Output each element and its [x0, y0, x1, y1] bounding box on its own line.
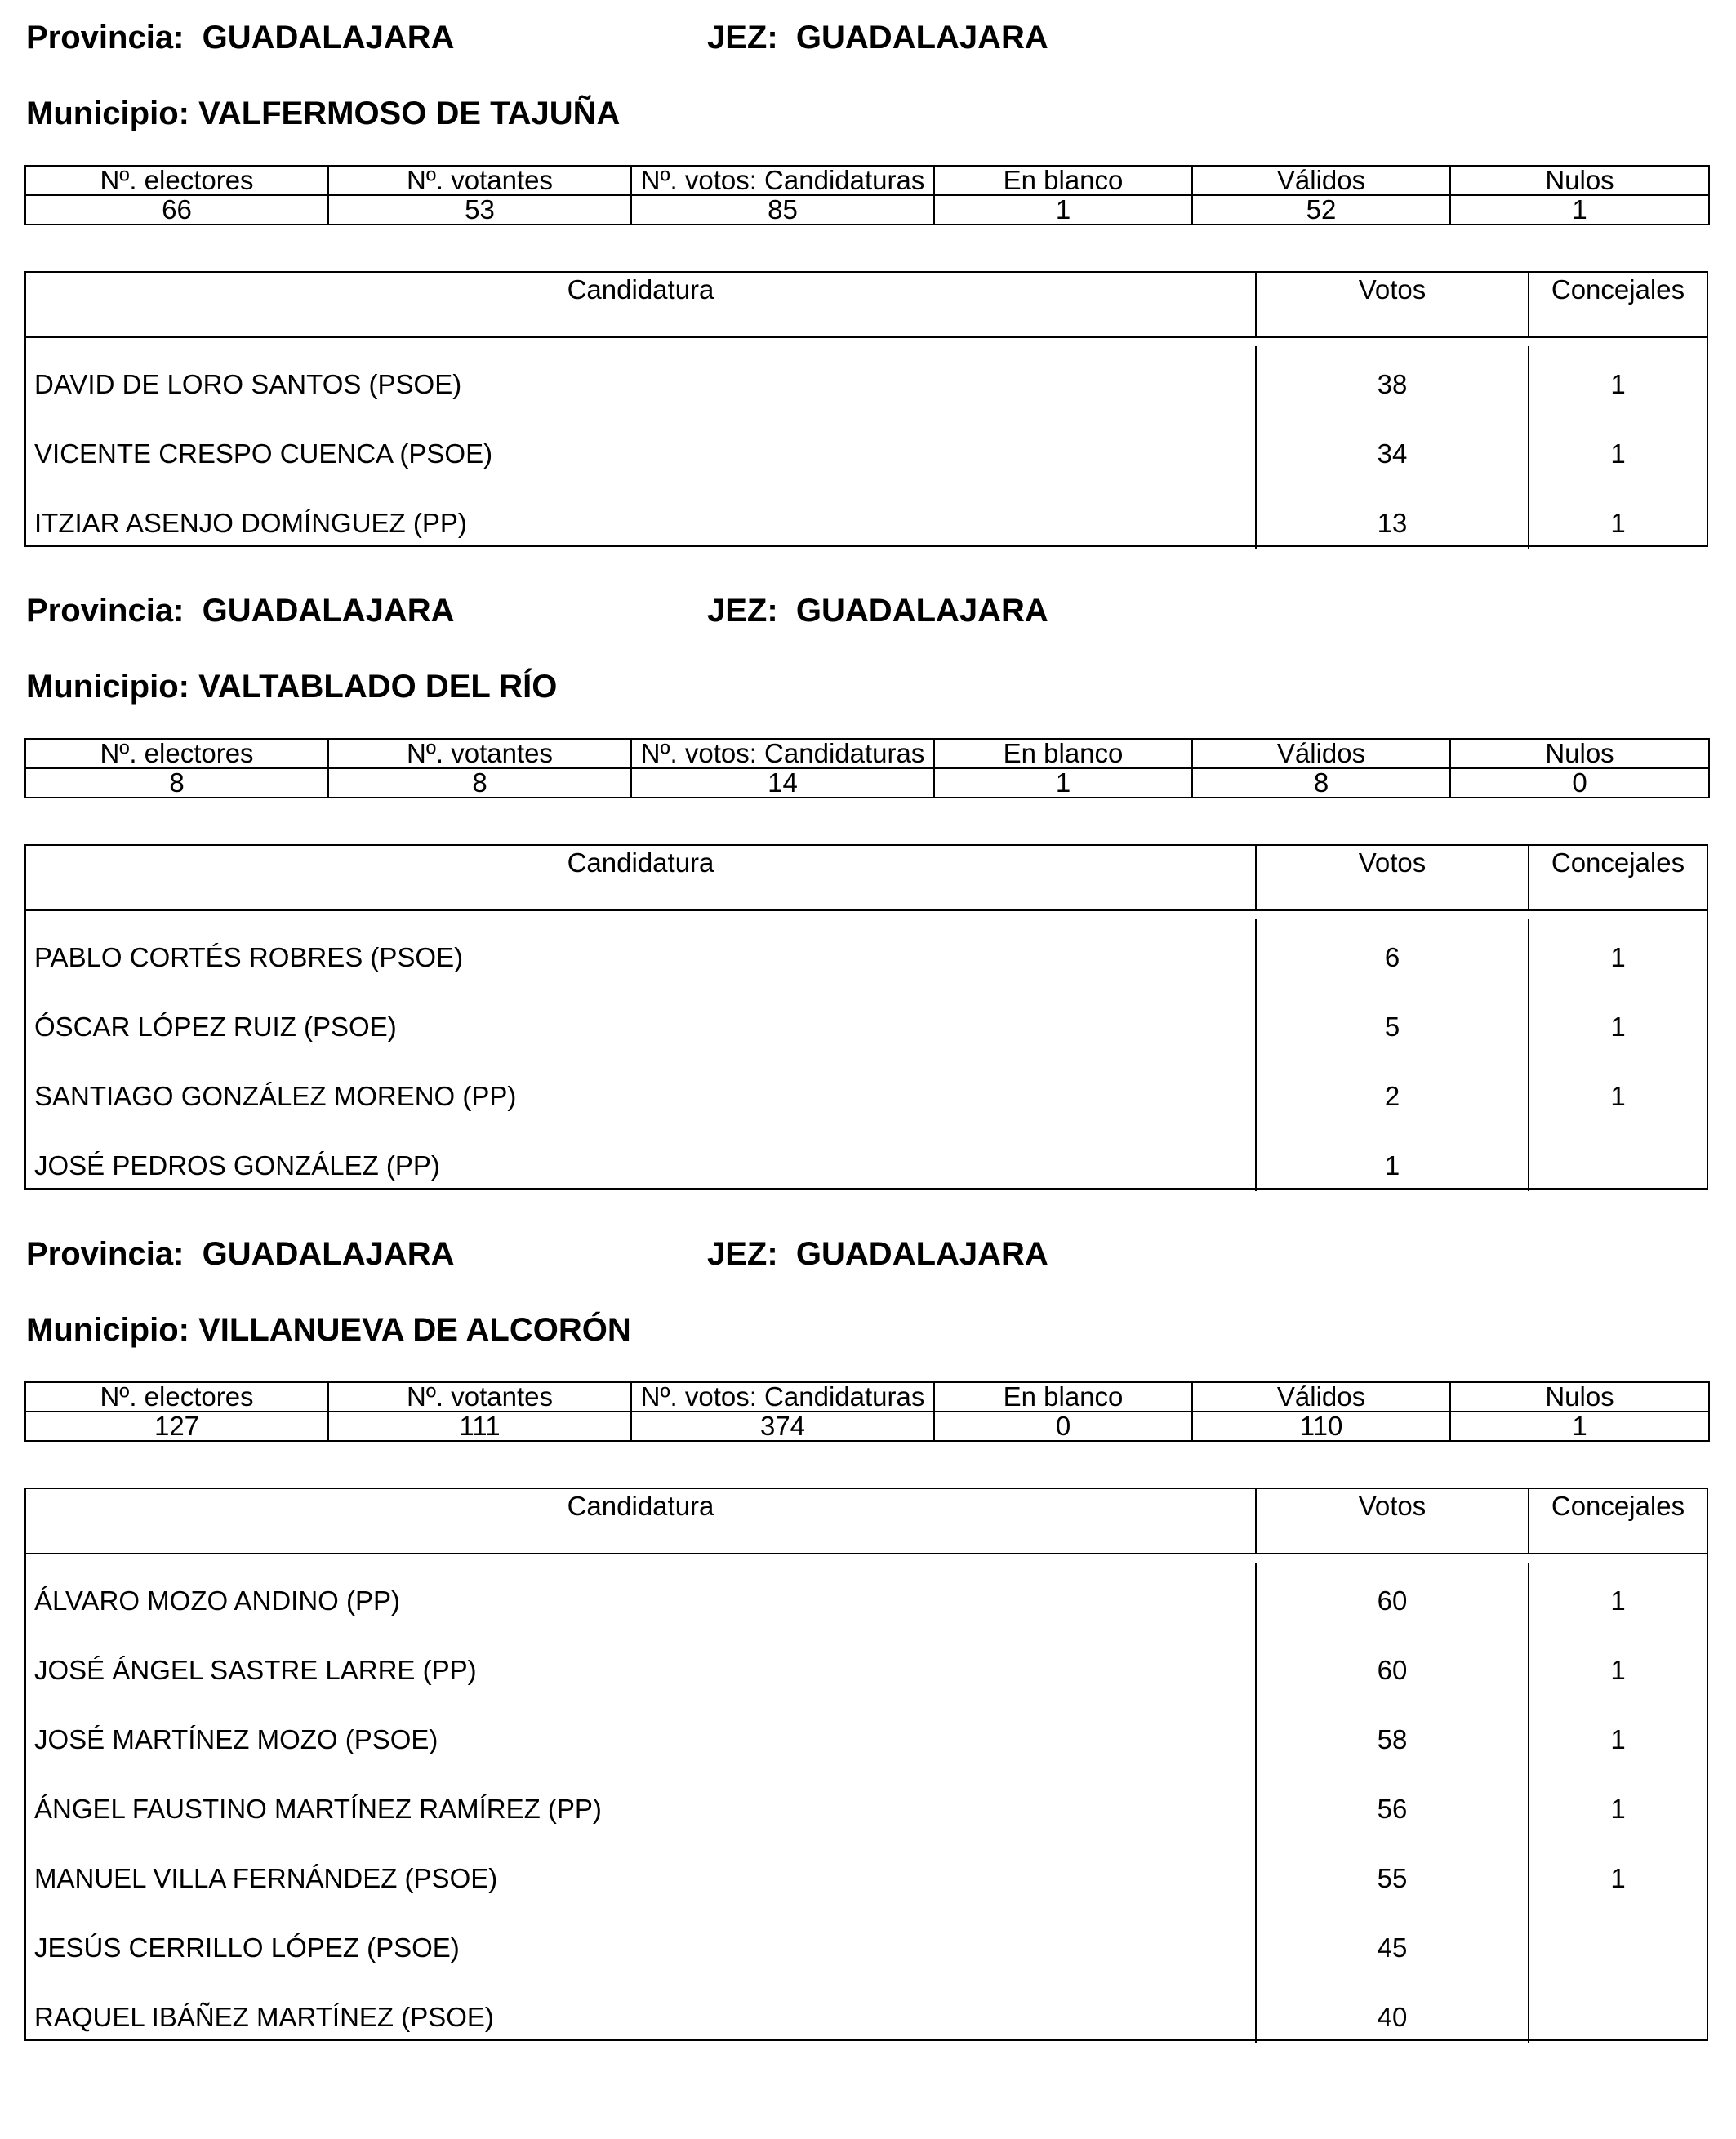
val-en-blanco: 0 [934, 1412, 1192, 1441]
col-votantes: Nº. votantes [328, 166, 631, 195]
candidates-table [24, 1488, 1708, 2041]
candidate-votos: 6 [1255, 919, 1528, 983]
table-row [26, 1052, 1707, 1122]
stats-table [24, 165, 1710, 225]
candidate-votos: 34 [1255, 410, 1528, 479]
col-concejales: Concejales [1528, 1489, 1707, 1553]
col-candidatura: Candidatura [567, 1491, 714, 1521]
municipio-value: VALFERMOSO DE TAJUÑA [198, 96, 621, 131]
municipio-value: VALTABLADO DEL RÍO [198, 669, 558, 705]
col-concejales: Concejales [1528, 846, 1707, 909]
val-nulos: 0 [1450, 768, 1709, 798]
table-row [26, 1973, 1707, 2043]
municipio-line [26, 1314, 631, 1346]
stats-header-row [25, 1382, 1709, 1412]
candidate-votos: 55 [1255, 1834, 1528, 1904]
val-validos: 52 [1192, 195, 1450, 225]
candidate-name: JESÚS CERRILLO LÓPEZ (PSOE) [34, 1932, 460, 1963]
candidate-concejales: 1 [1528, 410, 1707, 479]
candidate-votos: 5 [1255, 983, 1528, 1052]
candidate-concejales: 1 [1528, 1626, 1707, 1696]
val-votantes: 111 [328, 1412, 631, 1441]
jez-label: JEZ: [707, 20, 778, 56]
stats-value-row [25, 195, 1709, 225]
candidate-concejales: 1 [1528, 983, 1707, 1052]
col-concejales: Concejales [1528, 273, 1707, 336]
val-votantes: 8 [328, 768, 631, 798]
candidate-votos: 38 [1255, 346, 1528, 410]
stats-header-row [25, 166, 1709, 195]
col-nulos: Nulos [1450, 1382, 1709, 1412]
candidate-name: PABLO CORTÉS ROBRES (PSOE) [34, 942, 464, 972]
stats-value-row [25, 768, 1709, 798]
val-votos-candidaturas: 14 [631, 768, 934, 798]
table-row [26, 346, 1707, 410]
table-row [26, 1122, 1707, 1191]
table-row [26, 1626, 1707, 1696]
municipio-label: Municipio: [26, 1312, 189, 1348]
col-en-blanco: En blanco [934, 739, 1192, 768]
municipio-label: Municipio: [26, 96, 189, 131]
col-en-blanco: En blanco [934, 1382, 1192, 1412]
col-votantes: Nº. votantes [328, 739, 631, 768]
stats-table [24, 738, 1710, 798]
val-votantes: 53 [328, 195, 631, 225]
candidates-header [26, 846, 1707, 911]
val-electores: 8 [25, 768, 328, 798]
candidate-concejales: 1 [1528, 1563, 1707, 1626]
candidates-body [26, 338, 1707, 549]
candidates-body [26, 911, 1707, 1191]
col-votantes: Nº. votantes [328, 1382, 631, 1412]
candidate-votos: 45 [1255, 1904, 1528, 1973]
candidate-concejales [1528, 1904, 1707, 1973]
jez-value: GUADALAJARA [795, 1236, 1048, 1272]
col-nulos: Nulos [1450, 739, 1709, 768]
municipio-value: VILLANUEVA DE ALCORÓN [198, 1312, 631, 1348]
candidate-name: DAVID DE LORO SANTOS (PSOE) [34, 369, 462, 399]
jez-value: GUADALAJARA [795, 593, 1048, 629]
table-row [26, 983, 1707, 1052]
val-votos-candidaturas: 85 [631, 195, 934, 225]
table-row [26, 479, 1707, 549]
col-candidatura: Candidatura [567, 847, 714, 878]
candidate-name: ÓSCAR LÓPEZ RUIZ (PSOE) [34, 1012, 397, 1042]
candidate-votos: 56 [1255, 1765, 1528, 1834]
provincia-value: GUADALAJARA [202, 1236, 455, 1272]
val-validos: 8 [1192, 768, 1450, 798]
candidates-body [26, 1554, 1707, 2043]
col-nulos: Nulos [1450, 166, 1709, 195]
col-validos: Válidos [1192, 166, 1450, 195]
candidate-concejales: 1 [1528, 1834, 1707, 1904]
col-validos: Válidos [1192, 1382, 1450, 1412]
candidate-concejales [1528, 1973, 1707, 2043]
candidate-concejales: 1 [1528, 1052, 1707, 1122]
val-nulos: 1 [1450, 1412, 1709, 1441]
candidate-name: ÁNGEL FAUSTINO MARTÍNEZ RAMÍREZ (PP) [34, 1794, 602, 1824]
col-votos: Votos [1255, 846, 1528, 909]
candidate-votos: 40 [1255, 1973, 1528, 2043]
jez-line [707, 594, 1048, 627]
candidates-table [24, 844, 1708, 1190]
candidate-concejales [1528, 1122, 1707, 1191]
col-votos: Votos [1255, 273, 1528, 336]
col-votos-candidaturas: Nº. votos: Candidaturas [631, 739, 934, 768]
municipio-label: Municipio: [26, 669, 189, 705]
candidate-concejales: 1 [1528, 919, 1707, 983]
jez-label: JEZ: [707, 593, 778, 629]
col-electores: Nº. electores [25, 1382, 328, 1412]
candidate-name: JOSÉ PEDROS GONZÁLEZ (PP) [34, 1150, 440, 1181]
table-row [26, 919, 1707, 983]
municipio-line [26, 97, 620, 130]
table-row [26, 410, 1707, 479]
col-electores: Nº. electores [25, 739, 328, 768]
candidate-concejales: 1 [1528, 479, 1707, 549]
jez-value: GUADALAJARA [795, 20, 1048, 56]
candidate-name: MANUEL VILLA FERNÁNDEZ (PSOE) [34, 1863, 498, 1893]
candidates-header [26, 1489, 1707, 1554]
table-row [26, 1834, 1707, 1904]
col-candidatura: Candidatura [567, 274, 714, 305]
col-votos: Votos [1255, 1489, 1528, 1553]
table-row [26, 1904, 1707, 1973]
val-electores: 127 [25, 1412, 328, 1441]
table-row [26, 1765, 1707, 1834]
candidates-header [26, 273, 1707, 338]
candidate-concejales: 1 [1528, 346, 1707, 410]
col-validos: Válidos [1192, 739, 1450, 768]
stats-value-row [25, 1412, 1709, 1441]
col-electores: Nº. electores [25, 166, 328, 195]
candidate-votos: 60 [1255, 1563, 1528, 1626]
val-validos: 110 [1192, 1412, 1450, 1441]
provincia-line [26, 21, 455, 54]
provincia-value: GUADALAJARA [202, 593, 455, 629]
candidate-name: JOSÉ MARTÍNEZ MOZO (PSOE) [34, 1724, 438, 1754]
provincia-label: Provincia: [26, 1236, 185, 1272]
candidate-votos: 13 [1255, 479, 1528, 549]
val-nulos: 1 [1450, 195, 1709, 225]
candidate-name: ITZIAR ASENJO DOMÍNGUEZ (PP) [34, 508, 467, 538]
jez-line [707, 21, 1048, 54]
provincia-line [26, 594, 455, 627]
candidate-name: VICENTE CRESPO CUENCA (PSOE) [34, 438, 493, 469]
candidate-votos: 58 [1255, 1696, 1528, 1765]
table-row [26, 1696, 1707, 1765]
jez-line [707, 1238, 1048, 1270]
col-votos-candidaturas: Nº. votos: Candidaturas [631, 166, 934, 195]
col-en-blanco: En blanco [934, 166, 1192, 195]
provincia-value: GUADALAJARA [202, 20, 455, 56]
table-row [26, 1563, 1707, 1626]
candidate-name: JOSÉ ÁNGEL SASTRE LARRE (PP) [34, 1655, 477, 1685]
municipio-line [26, 670, 557, 703]
provincia-label: Provincia: [26, 20, 185, 56]
col-votos-candidaturas: Nº. votos: Candidaturas [631, 1382, 934, 1412]
val-electores: 66 [25, 195, 328, 225]
provincia-line [26, 1238, 455, 1270]
candidate-name: RAQUEL IBÁÑEZ MARTÍNEZ (PSOE) [34, 2002, 494, 2032]
val-votos-candidaturas: 374 [631, 1412, 934, 1441]
candidate-name: SANTIAGO GONZÁLEZ MORENO (PP) [34, 1081, 517, 1111]
candidate-votos: 1 [1255, 1122, 1528, 1191]
stats-header-row [25, 739, 1709, 768]
provincia-label: Provincia: [26, 593, 185, 629]
candidate-votos: 60 [1255, 1626, 1528, 1696]
candidates-table [24, 271, 1708, 547]
candidate-name: ÁLVARO MOZO ANDINO (PP) [34, 1585, 400, 1616]
val-en-blanco: 1 [934, 768, 1192, 798]
candidate-concejales: 1 [1528, 1696, 1707, 1765]
val-en-blanco: 1 [934, 195, 1192, 225]
jez-label: JEZ: [707, 1236, 778, 1272]
candidate-concejales: 1 [1528, 1765, 1707, 1834]
candidate-votos: 2 [1255, 1052, 1528, 1122]
stats-table [24, 1381, 1710, 1442]
